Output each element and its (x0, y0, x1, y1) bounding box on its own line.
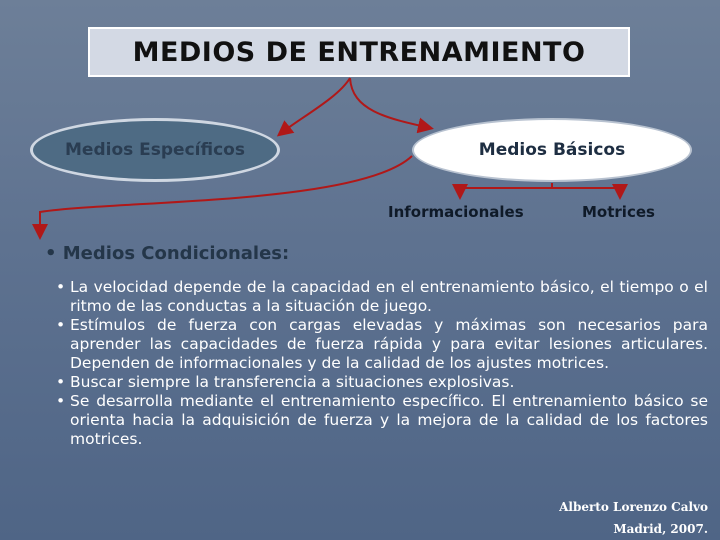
credit-place-date: Madrid, 2007. (613, 522, 708, 536)
node-motrices: Motrices (582, 203, 655, 221)
arrow-to-especificos (280, 78, 350, 134)
node-label: Medios Específicos (65, 140, 245, 160)
credit-author: Alberto Lorenzo Calvo (559, 500, 708, 514)
arrow-to-motrices (552, 188, 620, 196)
bullet-item: • Se desarrolla mediante el entrenamiento específico. El entrenamiento básico se orienta hacia la adquisición de fuerza y la mejora de la calidad de los factores motrices. (70, 392, 708, 449)
bullet-item: • La velocidad depende de la capacidad en el entrenamiento básico, el tiempo o el ritmo de las conductas a la situación de juego. (70, 278, 708, 316)
node-informacionales: Informacionales (388, 203, 524, 221)
node-medios-especificos (30, 118, 280, 182)
arrow-to-informacionales (460, 183, 552, 196)
bullet-list (70, 278, 708, 449)
arrow-to-basicos (350, 78, 430, 128)
node-medios-basicos (412, 118, 692, 182)
section-heading: • Medios Condicionales: (45, 243, 290, 264)
node-label: Medios Básicos (478, 140, 626, 160)
bullet-item: • Estímulos de fuerza con cargas elevadas y máximas son necesarios para aprender las capacidades de fuerza rápida y para evitar lesiones articulares. Dependen de informacionales y de la calidad de los ajustes motrices. (70, 316, 708, 373)
bullet-item: • Buscar siempre la transferencia a situaciones explosivas. (70, 373, 708, 392)
slide-title: MEDIOS DE ENTRENAMIENTO (132, 36, 586, 68)
